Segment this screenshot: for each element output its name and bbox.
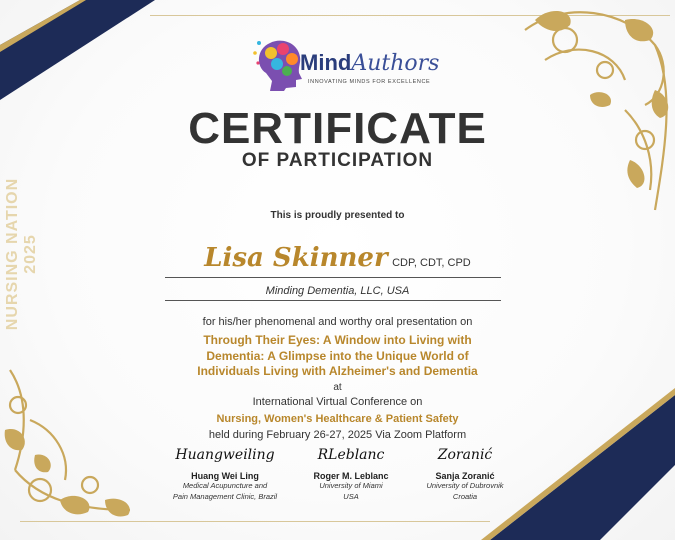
recipient-credentials: CDP, CDT, CPD (392, 257, 471, 269)
held-during-text: held during February 26-27, 2025 Via Zoom Platform (208, 429, 467, 441)
affiliation-underline (165, 300, 501, 301)
certificate-title: CERTIFICATE (188, 104, 487, 153)
presentation-line: for his/her phenomenal and worthy oral presentation on (202, 316, 473, 328)
conference-prefix: International Virtual Conference on (252, 396, 423, 408)
signature-image: RLeblanc (317, 447, 385, 463)
head-logo-icon (252, 33, 304, 91)
logo-tagline: INNOVATING MINDS FOR EXCELLENCE (308, 79, 431, 85)
conference-name: Nursing, Women's Healthcare & Patient Safety (216, 413, 459, 425)
logo-wordmark (300, 50, 439, 76)
mindauthors-logo (252, 33, 442, 93)
side-event-text: NURSING NATION 2025 (4, 177, 39, 331)
recipient-name: Lisa Skinner (204, 243, 388, 273)
presented-to-text: This is proudly presented to (270, 210, 405, 221)
at-text: at (333, 382, 342, 393)
signatory-name: Huang Wei Ling (191, 471, 259, 481)
signatory-affiliation: Pain Management Clinic, Brazil (172, 491, 278, 501)
signatory-name: Roger M. Leblanc (313, 471, 389, 481)
topic-line: Individuals Living with Alzheimer's and Dementia (197, 364, 478, 378)
signatory-affiliation: University of Miami (319, 481, 383, 490)
signatory-affiliation: USA (343, 491, 359, 501)
certificate-subtitle: OF PARTICIPATION (241, 150, 434, 171)
navy-band-top-left (0, 0, 155, 100)
name-underline (165, 277, 501, 278)
recipient-line (0, 243, 675, 273)
presentation-topic (0, 333, 675, 380)
topic-line: Dementia: A Glimpse into the Unique World of (206, 348, 469, 363)
logo-word-authors: Authors (351, 51, 440, 76)
signature-image: Huangweiling (175, 447, 275, 463)
signatory-3 (390, 447, 540, 502)
signatory-name: Sanja Zoranić (435, 471, 495, 481)
signature-image: Zoranić (437, 447, 493, 463)
topic-line: Through Their Eyes: A Window into Living with (203, 333, 472, 347)
logo-word-mind: Mind (300, 50, 352, 75)
recipient-affiliation: Minding Dementia, LLC, USA (265, 285, 410, 297)
signatory-affiliation: Croatia (452, 491, 478, 501)
signatory-affiliation: Medical Acupuncture and (182, 481, 268, 490)
signatory-affiliation: University of Dubrovnik (426, 481, 504, 490)
